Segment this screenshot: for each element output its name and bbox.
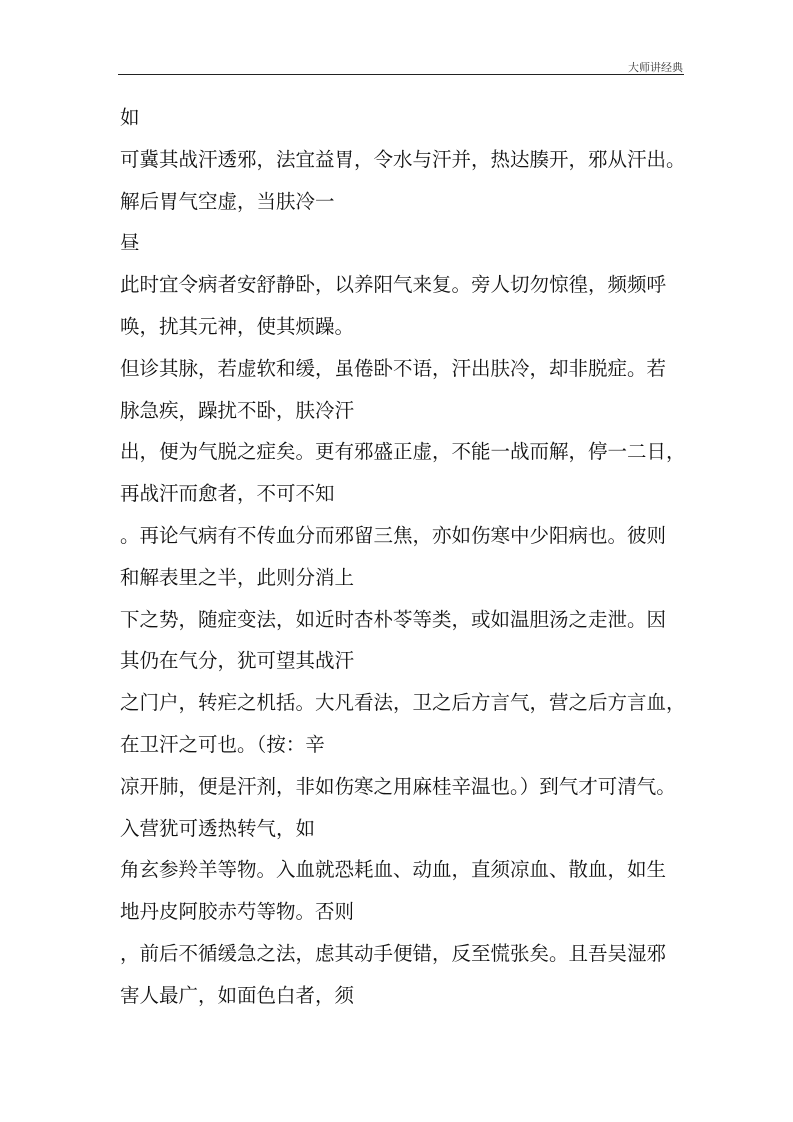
text-line: 地丹皮阿胶赤芍等物。否则	[120, 900, 355, 924]
text-line: 之门户，转疟之机括。大凡看法，卫之后方言气，营之后方言血，	[120, 691, 686, 715]
text-line: 但诊其脉，若虚软和缓，虽倦卧不语，汗出肤冷，却非脱症。若	[120, 356, 667, 380]
text-line: 和解表里之半，此则分消上	[120, 565, 355, 589]
text-line: 再战汗而愈者，不可不知	[120, 482, 335, 506]
text-line: 害人最广，如面色白者，须	[120, 983, 355, 1007]
text-line: 唤，扰其元神，使其烦躁。	[120, 314, 355, 338]
text-line: 出，便为气脱之症矣。更有邪盛正虚，不能一战而解，停一二日，	[120, 440, 686, 464]
text-line: 在卫汗之可也。（按：辛	[120, 732, 325, 756]
text-line: 昼	[120, 231, 140, 255]
document-body	[120, 104, 690, 1024]
text-line: 凉开肺，便是汗剂，非如伤寒之用麻桂辛温也。）到气才可清气。	[120, 774, 676, 798]
running-header: 大师讲经典	[628, 61, 683, 74]
text-line: 此时宜令病者安舒静卧，以养阳气来复。旁人切勿惊徨，频频呼	[120, 273, 667, 297]
text-line: 下之势，随症变法，如近时杏朴苓等类，或如温胆汤之走泄。因	[120, 607, 667, 631]
text-line: 角玄参羚羊等物。入血就恐耗血、动血，直须凉血、散血，如生	[120, 858, 667, 882]
text-line: 其仍在气分，犹可望其战汗	[120, 649, 355, 673]
text-line: 入营犹可透热转气，如	[120, 816, 316, 840]
header-divider	[118, 74, 684, 75]
text-line: 脉急疾，躁扰不卧，肤冷汗	[120, 398, 355, 422]
text-line: 如	[120, 106, 140, 129]
text-line: 。再论气病有不传血分而邪留三焦，亦如伤寒中少阳病也。彼则	[120, 523, 667, 547]
text-line: ，前后不循缓急之法，虑其动手便错，反至慌张矣。且吾吴湿邪	[120, 941, 667, 965]
text-line: 解后胃气空虚，当肤冷一	[120, 189, 335, 213]
text-line: 可冀其战汗透邪，法宜益胃，令水与汗并，热达腠开，邪从汗出。	[120, 147, 686, 171]
